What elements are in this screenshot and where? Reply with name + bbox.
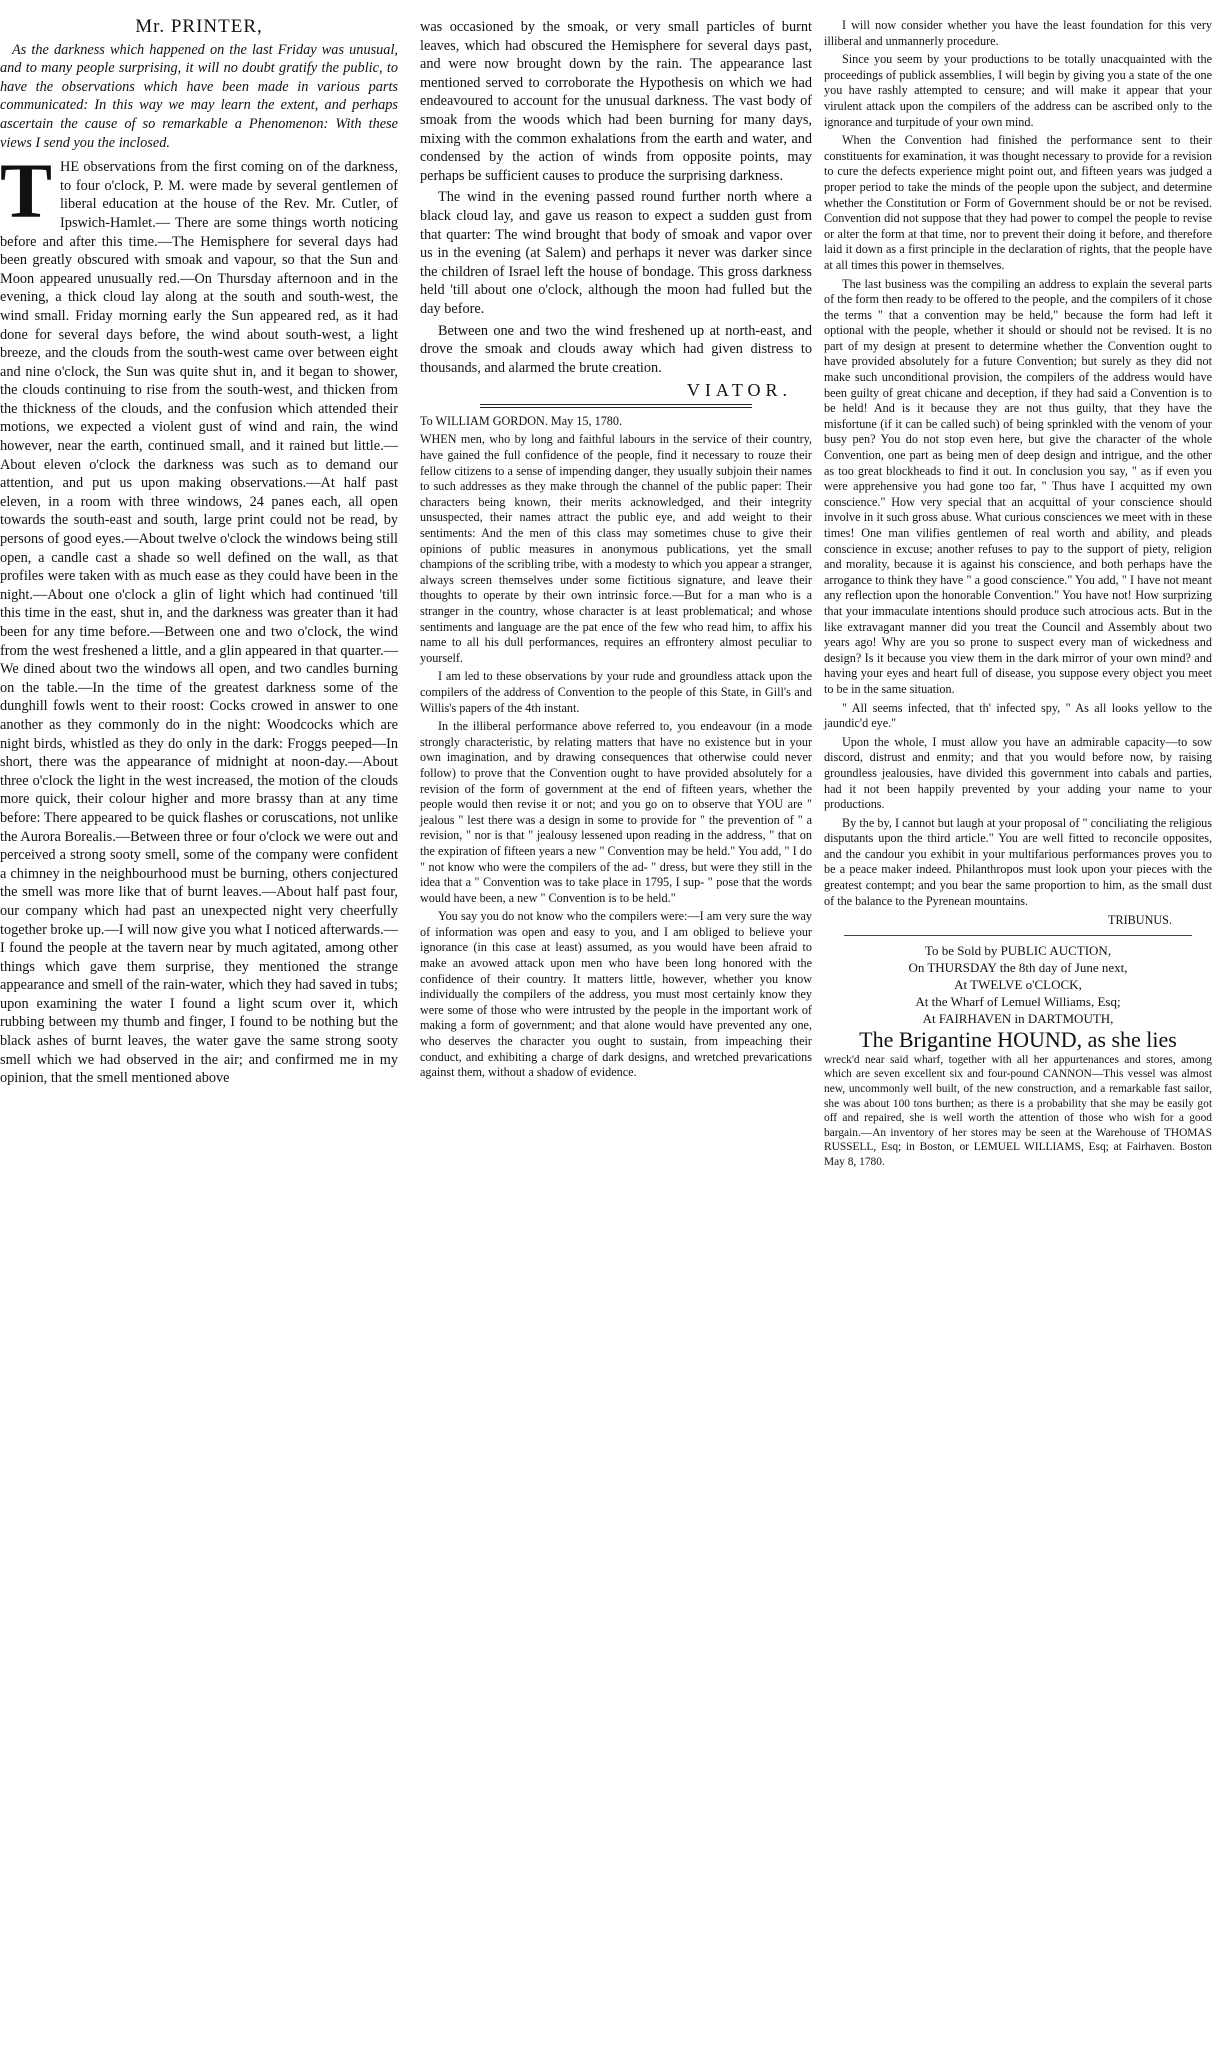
drop-cap: T <box>0 147 53 235</box>
letter-paragraph: Since you seem by your productions to be totally unacquainted with the proceedings of publick assemblies, I will begin by giving you a state of the one you have rashly attempted to censure; and will make it appear that your virulent attack upon the compilers of the address can be ascribed only to the ignorance and turpitude of your own mind. <box>824 52 1212 129</box>
letter-paragraph: WHEN men, who by long and faithful labours in the service of their country, have gained the full confidence of the people, find it necessary to rouze their fellow citizens to a sense of impending danger, they usually subjoin their names to such addresses as they make through the channel of the public paper: Their characters being known, their merits acknowledged, and their integrity unsuspected, their names attract the public eye, and add weight to their sentiments: And the men of this class may sometimes chuse to give their opinions of public measures in anonymous publications, yet the small champions of the scribling tribe, with a modesty to which you appear a stranger, always screen themselves under some fictitious signature, and leave their thoughts to operate by their own intrinsic force.—But for a man who is a stranger in the country, whose character is at least problematical; and whose sentiments and language are the pat ence of the few who read him, to affix his name to all his dull performances, requires an effrontery almost peculiar to yourself. <box>420 432 812 665</box>
auction-ship-name: The Brigantine HOUND, as she lies <box>859 1026 1177 1052</box>
article-paragraph: was occasioned by the smoak, or very small particles of burnt leaves, which had obscured the Hemisphere for several days past, and were now brought down by the rain. The appearance last mentioned served to corroborate the Hypothesis on which we had endeavoured to account for the unusual darkness. The vast body of smoak from the woods which had been burning for many days, mixing with the common exhalations from the earth and water, and condensed by the action of winds from opposite points, may perhaps be sufficient causes to produce the surprising darkness. <box>420 19 812 184</box>
column-3 <box>824 18 1212 1173</box>
letter-paragraph: Upon the whole, I must allow you have an admirable capacity—to sow discord, distrust and enmity; and that you would before now, by raising groundless jealousies, have divided this government into cabals and parties, had it not been happily prevented by your adding your name to your productions. <box>824 734 1212 812</box>
auction-body: wreck'd near said wharf, together with all her appurtenances and stores, among which are seven excellent six and four-pound CANNON—This vessel was almost new, uncommonly well built, of the new construction, and a remarkable fast sailor, she was about 100 tons burthen; as there is a probability that she may be easily got off and repaired, she is well worth the attention of those who wish for a good bargain.—An inventory of her stores may be seen at the Warehouse of THOMAS RUSSELL, Esq; in Boston, or LEMUEL WILLIAMS, Esq; at Fairhaven. Boston May 8, 1780. <box>824 1053 1212 1168</box>
intro-note: As the darkness which happened on the last Friday was unusual, and to many people surprising, it will no doubt gratify the public, to have the observations which have been made in various parts communicated: In this way we may learn the extent, and perhaps ascertain the cause of so remarkable a Phenomenon: With these views I send you the inclosed. <box>0 41 398 151</box>
divider <box>480 404 752 408</box>
letter-paragraph: You say you do not know who the compilers were:—I am very sure the way of information was open and easy to you, and I am obliged to believe your ignorance (in this case at least) assumed, as you would have been afraid to make an avowed attack upon men who have been long honored with the confidence of their country. It matters little, however, whether you know individually the compilers of the address, you must most certainly know they were some of those who were intrusted by the people in the important work of making a form of government; and that alone would have prevented any one, who deserves the character you ought to sustain, from impeaching their conduct, and exhibiting a charge of dark designs, and wretched prevarications against them, without a shadow of evidence. <box>420 909 812 1080</box>
column-2 <box>420 18 812 1084</box>
letter-paragraph: I am led to these observations by your rude and groundless attack upon the compilers of the address of Convention to the people of this State, in Gill's and Willis's papers of the 4th instant. <box>420 669 812 715</box>
letter-to-gordon <box>420 414 812 1081</box>
letter-paragraph: The last business was the compiling an address to explain the several parts of the form then ready to be offered to the people, and the compilers of it chose the terms " that a convention may be held," because the form had left it optional with the people, whether it should or should not be revised. It is no part of my design at present to determine whether the Convention ought to have provided absolutely for a future Convention; but surely as they did not make such unconditional provision, the compilers of the address would have been guilty of great chicane and deception, if they had said a Convention is to be held! And is it because they are not thus guilty, that they have the misfortune (if it can be called such) of being sprinkled with the venom of your busy pen? You do not stop even here, but give the character of the whole Convention, one part as being men of deep design and intrigue, and the other as too great blockheads to find it out. In conclusion you say, " as if even you were apprehensive you had gone too far, " Thus have I acquitted my own conscience." How very special that an acquittal of your conscience should involve in it such gross abuse. What curious consciences we meet with in these times! One man vilifies gentlemen of real worth and ability, and pleads conscience in excuse; another refuses to pay to the support of piety, religion and morality, because it is against his conscience, and both perhaps have the arrogance to think they have " a good conscience." You add, " I have not meant any reflection upon the honorable Convention." You have not! How surprizing that your immaculate intentions should produce such atrocious acts. But in the like extravagant manner did you treat the Council and Assembly about two years ago! Why are you so prone to suspect every man of wickedness and design? Is it because you view them in the dark mirror of your own mind? and having your eyes and heart full of disease, you suppose every object you meet to be in the same situation. <box>824 276 1212 696</box>
signature-tribunus: TRIBUNUS. <box>1108 913 1172 928</box>
letter-paragraph: " All seems infected, that th' infected spy, " As all looks yellow to the jaundic'd eye." <box>824 700 1212 731</box>
auction-line: At TWELVE o'CLOCK, <box>954 976 1082 992</box>
column-heading: Mr. PRINTER, <box>135 16 263 37</box>
divider <box>844 935 1192 936</box>
article-paragraph: The wind in the evening passed round further north where a black cloud lay, and gave us reason to expect a sudden gust from that quarter: The wind brought that body of smoak and vapor over us in the evening (at Salem) and perhaps it never was darker since the children of Israel left the house of bondage. This gross darkness held 'till about one o'clock, although the moon had fulled but the day before. <box>420 189 812 317</box>
letter-address: To WILLIAM GORDON. May 15, 1780. <box>420 413 623 428</box>
article-paragraph: Between one and two the wind freshened up at north-east, and drove the smoak and clouds away which had given distress to thousands, and alarmed the brute creation. <box>420 322 812 376</box>
auction-line: At FAIRHAVEN in DARTMOUTH, <box>922 1010 1114 1026</box>
auction-notice <box>824 942 1212 1170</box>
article-paragraph: THE observations from the first coming on of the darkness, to four o'clock, P. M. were made by several gentlemen of liberal education at the house of the Rev. Mr. Cutler, of Ipswich-Hamlet.— There are some things worth noticing before and after this time.—The Hemisphere for several days had been greatly obscured with smoak and vapour, so that the Sun and Moon appeared unusually red.—On Thursday afternoon and in the evening, a thick cloud lay along at the south and south-west, the wind small. Friday morning early the Sun appeared red, as it had done for several days before, the wind about south-west, a light breeze, and the clouds from the south-west came over between eight and nine o'clock, the Sun was quite shut in, and it began to shower, the clouds continuing to rise from the south-west, and thicken from the thickness of the clouds, and the confusion which attended their motions, we expected a violent gust of wind and rain, the wind however, near the earth, continued small, and it rained but little.—About eleven o'clock the darkness was such as to demand our attention, and put us upon making observations.—At half past eleven, in a room with three windows, 24 panes each, all open towards the south-east and south, large print could not be read, by persons of good eyes.—About twelve o'clock the windows being still open, a candle cast a shade so well defined on the wall, as that profiles were taken with as much ease as they could have been in the night.—About one o'clock a glin of light which had continued 'till this time in the east, shut in, and the darkness was greater than it had been for any time before.—Between one and two o'clock, the wind from the west freshened a little, and a glin appeared in that quarter.—We dined about two the windows all open, and two candles burning on the table.—In the time of the greatest darkness some of the dunghill fowls went to their roost: Cocks crowed in answer to one another as they commonly do in the night: Woodcocks which are night birds, whistled as they do only in the dark: Froggs peeped—In short, there was the appearance of midnight at noon-day.—About three o'clock the light in the west increased, the motion of the clouds more quick, their colour higher and more brassy than at any time before: There appeared to be quick flashes or coruscations, not unlike the Aurora Borealis.—Between three or four o'clock we were out and perceived a strong sooty smell, some of the company were confident a chimney in the neighbourhood must be burning, others conjectured the smell was more like that of burnt leaves.—About half past four, our company which had past an unexpected night very cheerfully together broke up.—I will now give you what I noticed afterwards.—I found the people at the tavern near by much agitated, among other things which gave them surprise, they mentioned the strange appearance and smell of the rain-water, which they had saved in tubs; upon examining the water I found a light scum over it, which rubbing between my thumb and finger, I found to be nothing but the black ashes of burnt leaves, the water gave the same strong sooty smell which we had observed in the air; and confirmed me in my opinion, that the smell mentioned above <box>0 147 399 1087</box>
auction-line: On THURSDAY the 8th day of June next, <box>908 959 1128 975</box>
column-1 <box>0 18 398 1091</box>
letter-paragraph: I will now consider whether you have the least foundation for this very illiberal and unmannerly procedure. <box>824 18 1212 48</box>
auction-line: To be Sold by PUBLIC AUCTION, <box>924 942 1112 958</box>
letter-paragraph: By the by, I cannot but laugh at your proposal of " conciliating the religious disputants upon the third article." You are well fitted to reconcile opposites, and the candour you exhibit in your multifarious performances proves you to be a peace maker indeed. Philanthropos must look upon your pieces with the greatest contempt; and you bear the same proportion to him, as the small dust of the balance to the Pyrenean mountains. <box>824 815 1212 908</box>
letter-paragraph: When the Convention had finished the performance sent to their constituents for examination, it was thought necessary to provide for a revision to cure the defects experience might point out, and fifteen years was judged a proper period to take the minds of the people upon the subject, and determine whether the Constitution or Form of Government should be or not be revised. Convention did not suppose that they had power to compel the people to revise or alter the form at that time, nor to prevent their doing it before, and therefore laid it down as a first principle in the declaration of rights, that the people have at all times this power in themselves. <box>824 133 1212 272</box>
letter-paragraph: In the illiberal performance above referred to, you endeavour (in a mode strongly characteristic, by relating matters that have no existence but in your own imagination, and by drawing consequences that otherwise could never follow) to prove that the Convention ought to have provided absolutely for a revision of the form of government at the end of fifteen years, whether the people would then revise it or not; and you go on to observe that YOU are " jealous " lest there was a design in some to provide for " the prevention of " a revision, " nor is that " jealousy lessened upon reading in the address, " that on the expiration of fifteen years a new " Convention may be held." You add, " I do " not know who were the compilers of the ad- " dress, but were they still in the idea that a " Convention was to take place in 1795, I sup- " pose that the words would have been, a new " Convention is to be held." <box>420 719 812 905</box>
signature-viator: VIATOR. <box>686 380 792 401</box>
auction-line: At the Wharf of Lemuel Williams, Esq; <box>915 993 1121 1009</box>
